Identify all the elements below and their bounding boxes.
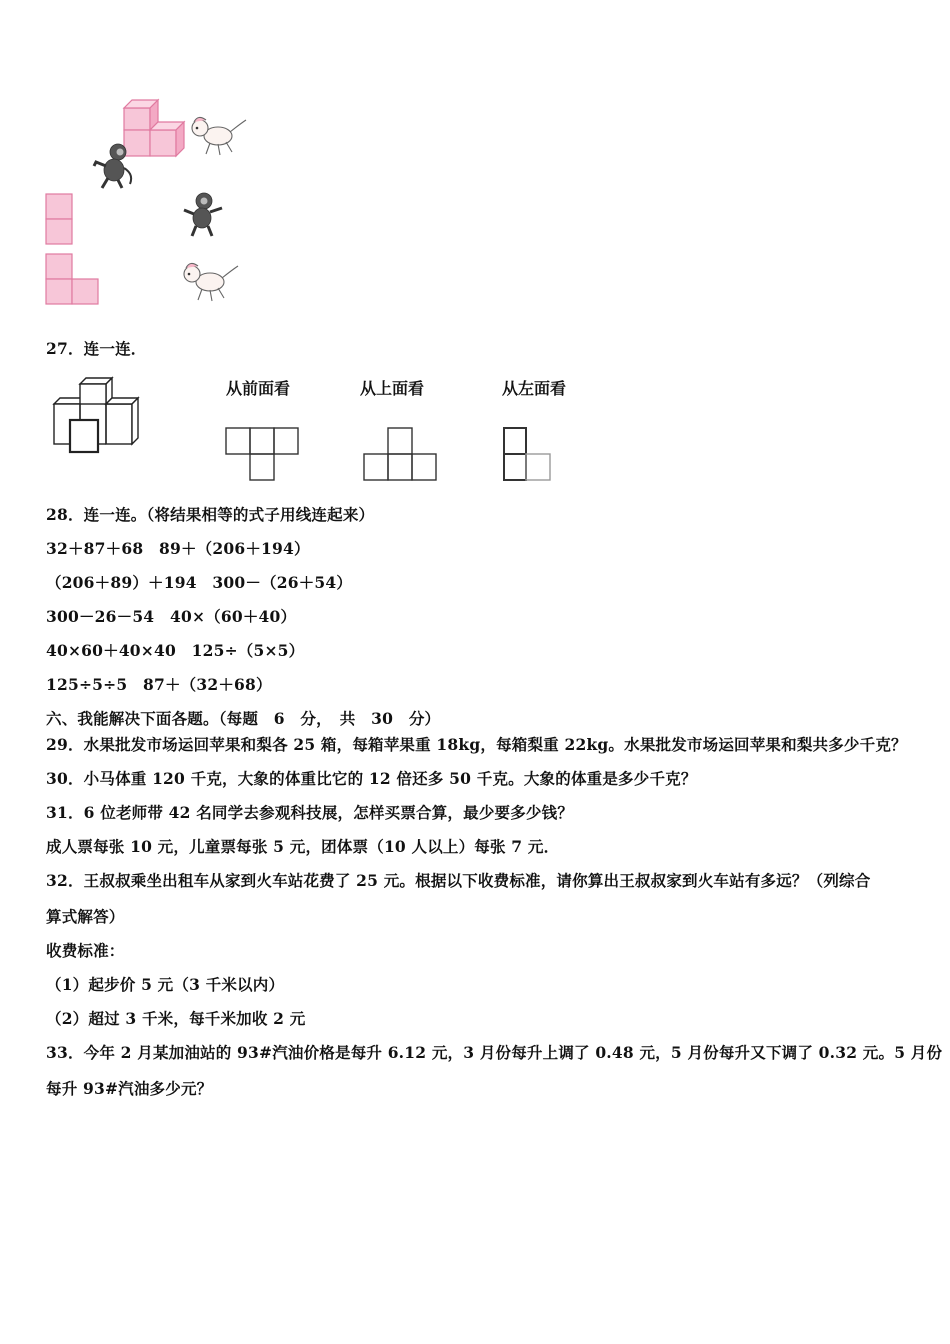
monkey-icon-small bbox=[180, 190, 226, 238]
question-27: 27．连一连． bbox=[46, 339, 147, 358]
monkey-icon bbox=[92, 140, 138, 190]
question-32-line-1: 32．王叔叔乘坐出租车从家到火车站花费了 25 元。根据以下收费标准，请你算出王叔叔家到火车站有多远？（列综合 bbox=[46, 871, 871, 890]
expression-row-4: 40×60＋40×40 125÷（5×5） bbox=[46, 641, 305, 660]
top-view-label: 从上面看 bbox=[360, 379, 425, 398]
front-view-label: 从前面看 bbox=[226, 379, 291, 398]
question-28: 28．连一连。（将结果相等的式子用线连起来） bbox=[46, 505, 375, 524]
expression-row-5: 125÷5÷5 87＋（32＋68） bbox=[46, 675, 272, 694]
dog-icon-small bbox=[180, 258, 242, 304]
section-6-heading: 六、我能解决下面各题。（每题 6 分， 共 30 分） bbox=[46, 709, 441, 728]
expression-row-1: 32＋87＋68 89＋（206＋194） bbox=[46, 539, 310, 558]
left-view-label: 从左面看 bbox=[502, 379, 567, 398]
expression-row-2: （206＋89）＋194 300－（26＋54） bbox=[46, 573, 353, 592]
expression-row-3: 300－26－54 40×（60＋40） bbox=[46, 607, 297, 626]
question-33-line-2: 每升 93#汽油多少元？ bbox=[46, 1079, 213, 1098]
l-shape-view bbox=[44, 252, 102, 308]
question-29: 29．水果批发市场运回苹果和梨各 25 箱，每箱苹果重 18kg，每箱梨重 22kg。水果批发市场运回苹果和梨共多少千克？ bbox=[46, 735, 907, 754]
question-33-line-1: 33．今年 2 月某加油站的 93#汽油价格是每升 6.12 元，3 月份每升上调了 0.48 元，5 月份每升又下调了 0.32 元。5 月份 bbox=[46, 1043, 943, 1062]
fee-rule-2: （2）超过 3 千米，每千米加收 2 元 bbox=[46, 1009, 306, 1028]
question-31: 31．6 位老师带 42 名同学去参观科技展，怎样买票合算，最少要多少钱？ bbox=[46, 803, 574, 822]
question-31-ticket-info: 成人票每张 10 元，儿童票每张 5 元，团体票（10 人以上）每张 7 元． bbox=[46, 837, 560, 856]
dog-icon bbox=[188, 112, 250, 158]
fee-standard-title: 收费标准： bbox=[46, 941, 125, 960]
two-square-column-view bbox=[44, 192, 76, 248]
cube-solid-figure bbox=[48, 376, 148, 456]
front-view-shape bbox=[224, 426, 304, 484]
top-view-shape bbox=[360, 426, 440, 484]
question-32-line-2: 算式解答） bbox=[46, 907, 125, 926]
question-30: 30．小马体重 120 千克，大象的体重比它的 12 倍还多 50 千克。大象的体重是多少千克？ bbox=[46, 769, 697, 788]
fee-rule-1: （1）起步价 5 元（3 千米以内） bbox=[46, 975, 285, 994]
left-view-shape bbox=[500, 426, 556, 484]
